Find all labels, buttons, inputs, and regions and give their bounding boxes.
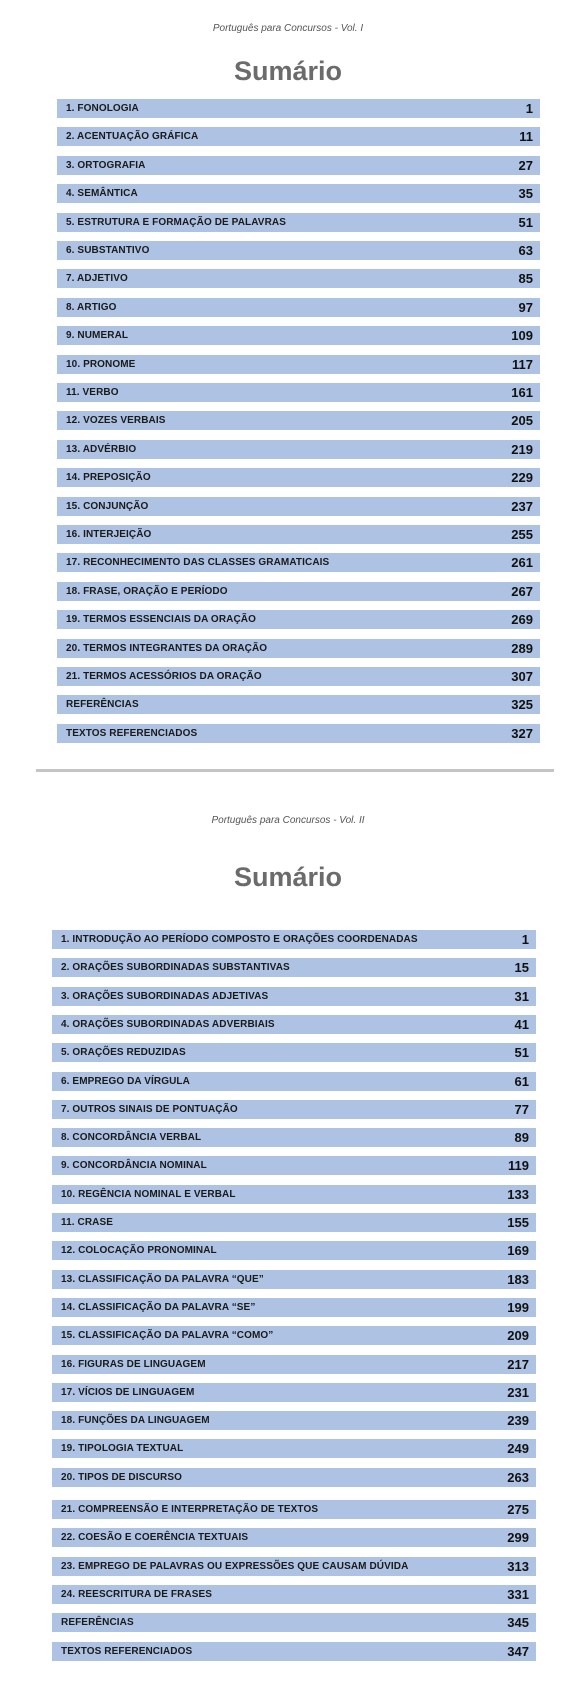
toc-entry[interactable] [52, 1241, 536, 1260]
toc-entry-page: 35 [518, 186, 533, 201]
toc-entry[interactable] [52, 1100, 536, 1119]
toc-entry-label: 19. TIPOLOGIA TEXTUAL [61, 1443, 184, 1454]
toc-entry[interactable] [57, 497, 540, 516]
toc-entry[interactable] [52, 1557, 536, 1576]
toc-entry-page: 27 [518, 158, 533, 173]
toc-entry[interactable] [57, 667, 540, 686]
toc-entry-label: TEXTOS REFERENCIADOS [66, 728, 198, 739]
toc-entry[interactable] [57, 582, 540, 601]
toc-entry[interactable] [52, 1468, 536, 1487]
toc-entry-label: 17. RECONHECIMENTO DAS CLASSES GRAMATICAIS [66, 557, 330, 568]
toc-entry-label: 2. ORAÇÕES SUBORDINADAS SUBSTANTIVAS [61, 962, 290, 973]
toc-entry[interactable] [57, 298, 540, 317]
toc-entry[interactable] [57, 99, 540, 118]
toc-entry-page: 109 [511, 328, 533, 343]
toc-entry-page: 231 [507, 1385, 529, 1400]
toc-entry[interactable] [52, 1528, 536, 1547]
toc-entry-page: 31 [514, 989, 529, 1004]
toc-entry-label: 2. ACENTUAÇÃO GRÁFICA [66, 131, 199, 142]
toc-entry-page: 263 [507, 1470, 529, 1485]
toc-entry-label: 15. CONJUNÇÃO [66, 501, 149, 512]
toc-entry-page: 261 [511, 555, 533, 570]
toc-entry-page: 217 [507, 1357, 529, 1372]
toc-entry-page: 199 [507, 1300, 529, 1315]
toc-entry-label: TEXTOS REFERENCIADOS [61, 1646, 193, 1657]
toc-entry[interactable] [57, 610, 540, 629]
toc-entry-page: 1 [525, 101, 533, 116]
toc-entry-label: 11. VERBO [66, 387, 119, 398]
toc-entry-label: REFERÊNCIAS [61, 1617, 134, 1628]
toc-entry-page: 169 [507, 1243, 529, 1258]
toc-title: Sumário [233, 862, 343, 892]
toc-entry[interactable] [52, 1270, 536, 1289]
toc-entry-page: 345 [507, 1615, 529, 1630]
toc-entry-label: 11. CRASE [61, 1217, 114, 1228]
toc-entry-label: 18. FUNÇÕES DA LINGUAGEM [61, 1415, 210, 1426]
toc-entry-page: 41 [514, 1017, 529, 1032]
toc-entry-page: 325 [511, 697, 533, 712]
toc-entry-page: 11 [519, 129, 533, 144]
toc-entry-label: 10. REGÊNCIA NOMINAL E VERBAL [61, 1189, 236, 1200]
toc-entry-label: 20. TIPOS DE DISCURSO [61, 1472, 183, 1483]
toc-entry-page: 85 [518, 271, 533, 286]
toc-title: Sumário [233, 56, 343, 86]
toc-entry-label: REFERÊNCIAS [66, 699, 139, 710]
toc-entry-page: 77 [514, 1102, 529, 1117]
toc-entry-page: 331 [507, 1587, 529, 1602]
toc-entry[interactable] [52, 1613, 536, 1632]
toc-entry-page: 209 [507, 1328, 529, 1343]
toc-entry[interactable] [57, 411, 540, 430]
toc-entry-page: 61 [514, 1074, 529, 1089]
toc-entry[interactable] [57, 184, 540, 203]
toc-entry-label: 12. VOZES VERBAIS [66, 415, 166, 426]
toc-entry[interactable] [57, 383, 540, 402]
toc-entry-label: 15. CLASSIFICAÇÃO DA PALAVRA “COMO” [61, 1330, 274, 1341]
toc-entry[interactable] [57, 241, 540, 260]
toc-entry[interactable] [57, 525, 540, 544]
toc-entry-label: 7. ADJETIVO [66, 273, 128, 284]
volume-divider [36, 769, 554, 772]
toc-entry-page: 117 [512, 357, 533, 372]
toc-entry[interactable] [52, 930, 536, 949]
toc-entry-label: 23. EMPREGO DE PALAVRAS OU EXPRESSÕES QUE CAUSAM DÚVIDA [61, 1561, 409, 1572]
toc-entry-page: 51 [518, 215, 533, 230]
toc-entry-label: 1. FONOLOGIA [66, 103, 139, 114]
toc-entry-label: 20. TERMOS INTEGRANTES DA ORAÇÃO [66, 643, 268, 654]
toc-entry-label: 17. VÍCIOS DE LINGUAGEM [61, 1387, 195, 1398]
toc-entry[interactable] [57, 213, 540, 232]
toc-entry-label: 14. PREPOSIÇÃO [66, 472, 151, 483]
toc-entry-label: 14. CLASSIFICAÇÃO DA PALAVRA “SE” [61, 1302, 256, 1313]
toc-entry-label: 5. ESTRUTURA E FORMAÇÃO DE PALAVRAS [66, 217, 286, 228]
toc-entry[interactable] [57, 440, 540, 459]
toc-entry[interactable] [57, 355, 540, 374]
toc-entry-label: 21. COMPREENSÃO E INTERPRETAÇÃO DE TEXTOS [61, 1504, 319, 1515]
toc-entry[interactable] [57, 695, 540, 714]
toc-entry-label: 19. TERMOS ESSENCIAIS DA ORAÇÃO [66, 614, 256, 625]
toc-entry[interactable] [52, 1439, 536, 1458]
toc-entry[interactable] [52, 1642, 536, 1661]
toc-entry[interactable] [57, 156, 540, 175]
toc-entry-page: 183 [507, 1272, 529, 1287]
toc-entry[interactable] [52, 1015, 536, 1034]
toc-entry[interactable] [52, 987, 536, 1006]
toc-entry-page: 327 [511, 726, 533, 741]
toc-entry-label: 13. CLASSIFICAÇÃO DA PALAVRA “QUE” [61, 1274, 264, 1285]
toc-entry-label: 24. REESCRITURA DE FRASES [61, 1589, 213, 1600]
toc-entry-label: 4. SEMÂNTICA [66, 188, 138, 199]
toc-entry[interactable] [52, 1326, 536, 1345]
toc-entry-page: 119 [508, 1158, 529, 1173]
toc-entry-label: 9. NUMERAL [66, 330, 129, 341]
toc-entry-page: 219 [511, 442, 533, 457]
toc-entry[interactable] [57, 553, 540, 572]
toc-entry-label: 9. CONCORDÂNCIA NOMINAL [61, 1160, 207, 1171]
toc-entry-page: 275 [507, 1502, 529, 1517]
toc-entry-page: 89 [514, 1130, 529, 1145]
toc-entry[interactable] [52, 1585, 536, 1604]
toc-entry[interactable] [57, 127, 540, 146]
toc-entry-page: 255 [511, 527, 533, 542]
toc-entry-page: 133 [507, 1187, 529, 1202]
toc-entry-label: 3. ORTOGRAFIA [66, 160, 146, 171]
toc-entry-label: 5. ORAÇÕES REDUZIDAS [61, 1047, 186, 1058]
toc-entry-page: 239 [507, 1413, 529, 1428]
volume-header: Português para Concursos - Vol. II [211, 815, 365, 826]
toc-entry[interactable] [52, 1128, 536, 1147]
toc-entry[interactable] [52, 1213, 536, 1232]
toc-entry-page: 97 [518, 300, 533, 315]
toc-entry-page: 289 [511, 641, 533, 656]
toc-entry[interactable] [57, 639, 540, 658]
toc-entry-label: 8. CONCORDÂNCIA VERBAL [61, 1132, 202, 1143]
toc-entry-label: 3. ORAÇÕES SUBORDINADAS ADJETIVAS [61, 991, 269, 1002]
toc-entry-page: 229 [511, 470, 533, 485]
toc-entry-label: 13. ADVÉRBIO [66, 444, 137, 455]
toc-entry[interactable] [52, 1072, 536, 1091]
toc-entry[interactable] [52, 1411, 536, 1430]
toc-entry-page: 313 [507, 1559, 529, 1574]
toc-entry-label: 12. COLOCAÇÃO PRONOMINAL [61, 1245, 217, 1256]
toc-entry[interactable] [52, 1298, 536, 1317]
toc-entry-label: 1. INTRODUÇÃO AO PERÍODO COMPOSTO E ORAÇÕES COORDENADAS [61, 934, 418, 945]
toc-entry-page: 269 [511, 612, 533, 627]
toc-entry-page: 307 [511, 669, 533, 684]
toc-entry-page: 237 [511, 499, 533, 514]
toc-entry-label: 8. ARTIGO [66, 302, 117, 313]
toc-entry[interactable] [52, 1156, 536, 1175]
toc-entry-label: 22. COESÃO E COERÊNCIA TEXTUAIS [61, 1532, 249, 1543]
toc-entry[interactable] [57, 269, 540, 288]
toc-entry-page: 299 [507, 1530, 529, 1545]
toc-entry-page: 15 [514, 960, 529, 975]
toc-entry-page: 63 [518, 243, 533, 258]
toc-entry[interactable] [52, 1185, 536, 1204]
toc-entry-label: 16. FIGURAS DE LINGUAGEM [61, 1359, 206, 1370]
toc-entry-page: 249 [507, 1441, 529, 1456]
toc-entry[interactable] [57, 468, 540, 487]
toc-entry-page: 155 [507, 1215, 529, 1230]
toc-entry-label: 10. PRONOME [66, 359, 136, 370]
toc-entry-page: 205 [511, 413, 533, 428]
toc-entry[interactable] [52, 1043, 536, 1062]
toc-entry-label: 6. EMPREGO DA VÍRGULA [61, 1076, 190, 1087]
toc-entry-label: 7. OUTROS SINAIS DE PONTUAÇÃO [61, 1104, 238, 1115]
toc-entry-label: 6. SUBSTANTIVO [66, 245, 150, 256]
toc-entry-label: 16. INTERJEIÇÃO [66, 529, 152, 540]
toc-entry-page: 51 [514, 1045, 529, 1060]
toc-entry-page: 347 [507, 1644, 529, 1659]
toc-entry-label: 21. TERMOS ACESSÓRIOS DA ORAÇÃO [66, 671, 262, 682]
toc-entry[interactable] [52, 1383, 536, 1402]
toc-entry[interactable] [52, 958, 536, 977]
toc-entry-page: 1 [521, 932, 529, 947]
toc-entry-label: 18. FRASE, ORAÇÃO E PERÍODO [66, 586, 228, 597]
toc-entry-page: 161 [511, 385, 533, 400]
toc-entry[interactable] [57, 724, 540, 743]
toc-entry[interactable] [57, 326, 540, 345]
toc-entry[interactable] [52, 1500, 536, 1519]
volume-header: Português para Concursos - Vol. I [212, 23, 364, 34]
toc-entry-label: 4. ORAÇÕES SUBORDINADAS ADVERBIAIS [61, 1019, 275, 1030]
toc-entry[interactable] [52, 1355, 536, 1374]
toc-entry-page: 267 [511, 584, 533, 599]
